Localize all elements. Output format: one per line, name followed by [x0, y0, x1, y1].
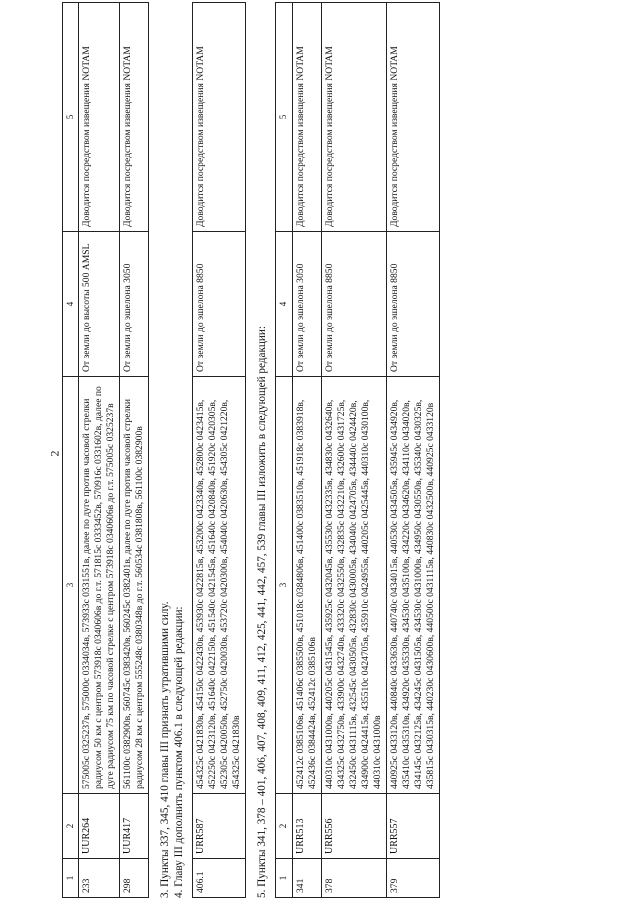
table-row — [79, 3, 120, 898]
page-number: 2 — [47, 450, 62, 457]
remarks: Доводится посредством извещения NOTAM — [292, 3, 321, 232]
airspace-table-top — [62, 2, 149, 898]
paragraph-5: 5. Пункты 341, 378 – 401, 406, 407, 408, 409, 411, 412, 425, 441, 442, 457, 539 главы III изложить в следующей редакции: — [255, 326, 268, 898]
zone-coordinates: 454325с 0421830в, 454150с 0422430в, 453930с 0422815в, 453200с 0423340в, 452800с 0423415в, 452250с 0423120в, 451640с 0422150в, 451540с 0421545в, 451640с 0420840в, 451920с 0420305в, 452305с 0420050в, 452750с 0420030в, 453720с 0420300в, 454040с 0420630в, 454305с 0421220в, 454325с 0421830в — [193, 377, 246, 794]
paragraph-3: 3. Пункты 337, 345, 410 главы III признать утратившими силу. — [159, 601, 172, 898]
header-col-4: 4 — [276, 232, 292, 377]
item-number: 378 — [321, 859, 386, 898]
table-row — [292, 3, 321, 898]
item-number: 341 — [292, 859, 321, 898]
vertical-limits: От земли до эшелона 8850 — [193, 232, 246, 377]
airspace-table-middle — [192, 2, 246, 898]
table-header-row — [63, 3, 79, 898]
header-col-2: 2 — [63, 794, 79, 859]
document-body — [62, 48, 617, 898]
zone-code: URR556 — [321, 794, 386, 859]
paragraph-4: 4. Главу III дополнить пунктом 406.1 в следующей редакции: — [172, 606, 185, 898]
zone-code: URR513 — [292, 794, 321, 859]
header-col-2: 2 — [276, 794, 292, 859]
zone-coordinates: 575005с 0325237в, 575000с 0334034в, 573933с 0331551в, далее по дуге против часовой стрелки радиусом 50 км с центром 573918с 0340606в до г.т. 571815с 0333452в, 570916с 0331602в, далее по дуге радиусом 75 км по часовой стрелке с центром 573918с 0340606в до г.т. 575005с 0325237в — [79, 377, 120, 794]
zone-coordinates: 561100с 0382900в, 560745с 0383420в, 560245с 0382401в, далее по дуге против часовой стрелки радиусом 28 км с центром 555248с 0380348в до г.т. 560534с 0381808в, 561100с 0382900в — [120, 377, 149, 794]
zone-coordinates: 440925с 0433120в, 440840с 0433630в, 440740с 0434015в, 440530с 0434505в, 435945с 0434920в, 435410с 0435310в, 434920с 0435330в, 434530с 0435100в, 434220с 0434620в, 434110с 0434020в, 434145с 0432125в, 434245с 0431505в, 434530с 0431000в, 434950с 0430550в, 435340с 0430325в, 435815с 0430315в, 440230с 0430600в, 440500с 0431115в, 440830с 0432500в, 440925с 0433120в — [386, 377, 439, 794]
vertical-limits: От земли до эшелона 3050 — [120, 232, 149, 377]
header-col-1: 1 — [276, 859, 292, 898]
table-header-row — [276, 3, 292, 898]
zone-code: UUR264 — [79, 794, 120, 859]
vertical-limits: От земли до эшелона 8850 — [386, 232, 439, 377]
zone-code: URR587 — [193, 794, 246, 859]
zone-code: URR557 — [386, 794, 439, 859]
header-col-5: 5 — [63, 3, 79, 232]
header-col-5: 5 — [276, 3, 292, 232]
table-row — [386, 3, 439, 898]
header-col-4: 4 — [63, 232, 79, 377]
table-row — [193, 3, 246, 898]
table-row — [321, 3, 386, 898]
item-number: 406.1 — [193, 859, 246, 898]
header-col-3: 3 — [276, 377, 292, 794]
remarks: Доводится посредством извещения NOTAM — [120, 3, 149, 232]
remarks: Доводится посредством извещения NOTAM — [79, 3, 120, 232]
remarks: Доводится посредством извещения NOTAM — [193, 3, 246, 232]
item-number: 379 — [386, 859, 439, 898]
remarks: Доводится посредством извещения NOTAM — [321, 3, 386, 232]
remarks: Доводится посредством извещения NOTAM — [386, 3, 439, 232]
zone-coordinates: 440310с 0431000в, 440205с 0431545в, 435925с 0432045в, 435530с 0432335в, 434830с 0432640в, 434325с 0432750в, 433900с 0432740в, 433320с 0432550в, 432835с 0432210в, 432600с 0431725в, 432450с 0431115в, 432545с 0430505в, 432830с 0430005в, 434040с 0424705в, 434440с 0424420в, 434900с 0424415в, 435510с 0424705в, 435910с 0424955в, 440205с 0425445в, 440310с 0430100в, 440310с 0431000в — [321, 377, 386, 794]
zone-code: UUR417 — [120, 794, 149, 859]
item-number: 233 — [79, 859, 120, 898]
header-col-3: 3 — [63, 377, 79, 794]
zone-coordinates: 452412с 0385106в, 451406с 0385500в, 451018с 0384806в, 451400с 0383510в, 451918с 0383918в, 452436с 0384424в, 452412с 0385106в — [292, 377, 321, 794]
vertical-limits: От земли до эшелона 8850 — [321, 232, 386, 377]
table-row — [120, 3, 149, 898]
vertical-limits: От земли до высоты 500 AMSL — [79, 232, 120, 377]
airspace-table-bottom — [275, 2, 439, 898]
header-col-1: 1 — [63, 859, 79, 898]
vertical-limits: От земли до эшелона 3050 — [292, 232, 321, 377]
item-number: 298 — [120, 859, 149, 898]
